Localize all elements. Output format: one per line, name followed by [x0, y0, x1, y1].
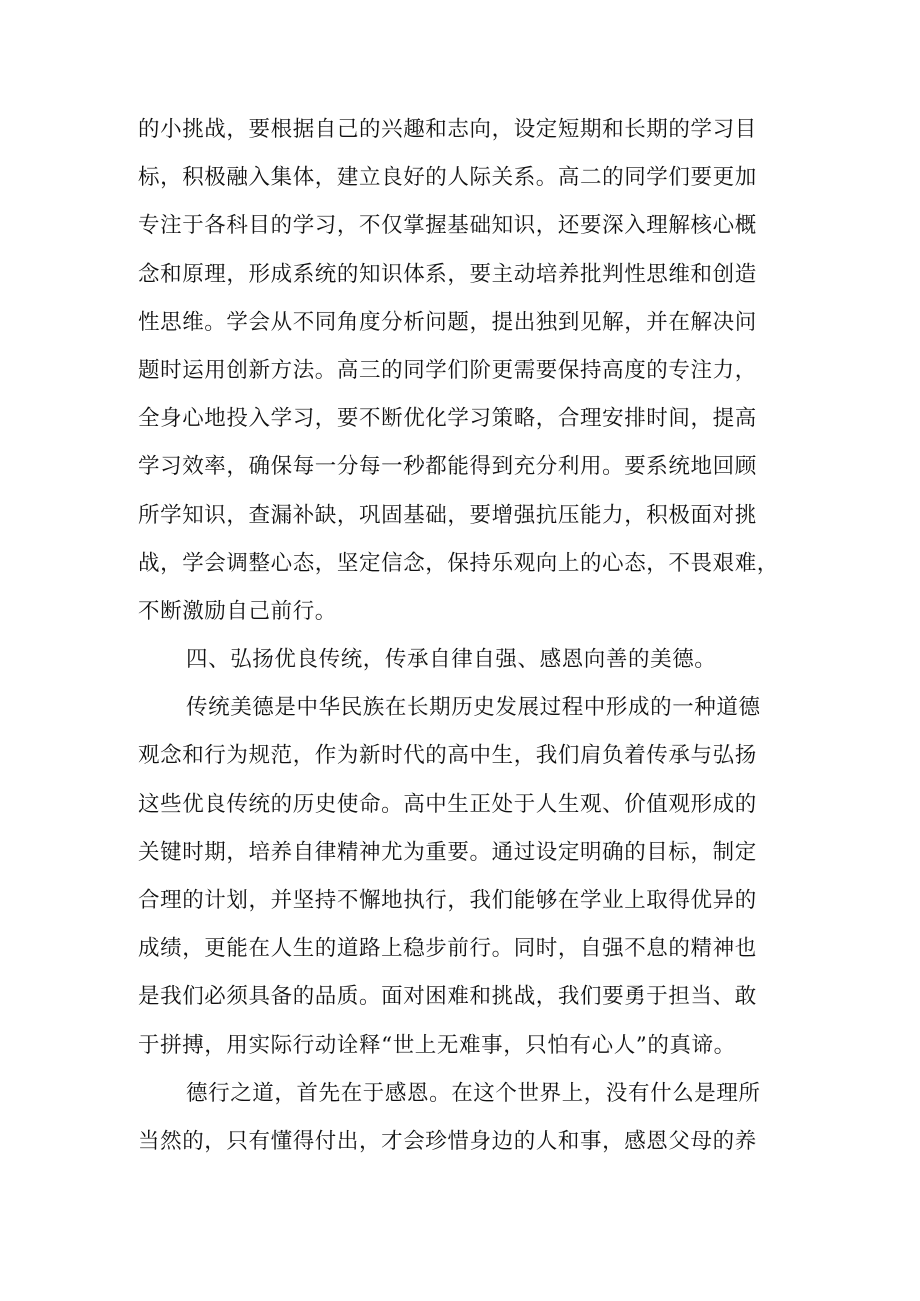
- document-body: [138, 106, 798, 1166]
- text-line: 于拼搏，用实际行动诠释“世上无难事，只怕有心人”的真谛。: [138, 1032, 736, 1058]
- text-line: 念和原理，形成系统的知识体系，要主动培养批判性思维和创造: [138, 261, 757, 287]
- text-line: 题时运用创新方法。高三的同学们阶更需要保持高度的专注力，: [138, 357, 757, 383]
- text-line: 观念和行为规范，作为新时代的高中生，我们肩负着传承与弘扬: [138, 743, 757, 769]
- text-line: 这些优良传统的历史使命。高中生正处于人生观、价值观形成的: [138, 791, 757, 817]
- text-line: 传统美德是中华民族在长期历史发展过程中形成的一种道德: [186, 695, 761, 721]
- text-line: 当然的，只有懂得付出，才会珍惜身边的人和事，感恩父母的养: [138, 1128, 757, 1154]
- text-line: 德行之道，首先在于感恩。在这个世界上，没有什么是理所: [186, 1080, 761, 1106]
- section-heading: [138, 636, 798, 684]
- text-line: 的小挑战，要根据自己的兴趣和志向，设定短期和长期的学习目: [138, 117, 757, 142]
- heading-line: 四、弘扬优良传统，传承自律自强、感恩向善的美德。: [186, 647, 717, 673]
- paragraph-continuation: [138, 106, 798, 636]
- text-line: 性思维。学会从不同角度分析问题，提出独到见解，并在解决问: [138, 309, 757, 335]
- paragraph-traditional-virtues: [138, 684, 798, 1070]
- text-line: 学习效率，确保每一分每一秒都能得到充分利用。要系统地回顾: [138, 454, 757, 480]
- text-line: 标，积极融入集体，建立良好的人际关系。高二的同学们要更加: [138, 165, 757, 191]
- text-line: 战，学会调整心态，坚定信念，保持乐观向上的心态，不畏艰难，: [138, 550, 779, 576]
- paragraph-gratitude: [138, 1070, 798, 1166]
- text-line: 关键时期，培养自律精神尤为重要。通过设定明确的目标，制定: [138, 839, 757, 865]
- text-line: 全身心地投入学习，要不断优化学习策略，合理安排时间，提高: [138, 406, 757, 432]
- text-line: 合理的计划，并坚持不懈地执行，我们能够在学业上取得优异的: [138, 888, 757, 913]
- text-line: 是我们必须具备的品质。面对困难和挑战，我们要勇于担当、敢: [138, 984, 757, 1010]
- text-line: 不断激励自己前行。: [138, 598, 337, 624]
- text-line: 所学知识，查漏补缺，巩固基础，要增强抗压能力，积极面对挑: [138, 502, 757, 528]
- text-line: 成绩，更能在人生的道路上稳步前行。同时，自强不息的精神也: [138, 936, 757, 962]
- text-line: 专注于各科目的学习，不仅掌握基础知识，还要深入理解核心概: [138, 213, 757, 239]
